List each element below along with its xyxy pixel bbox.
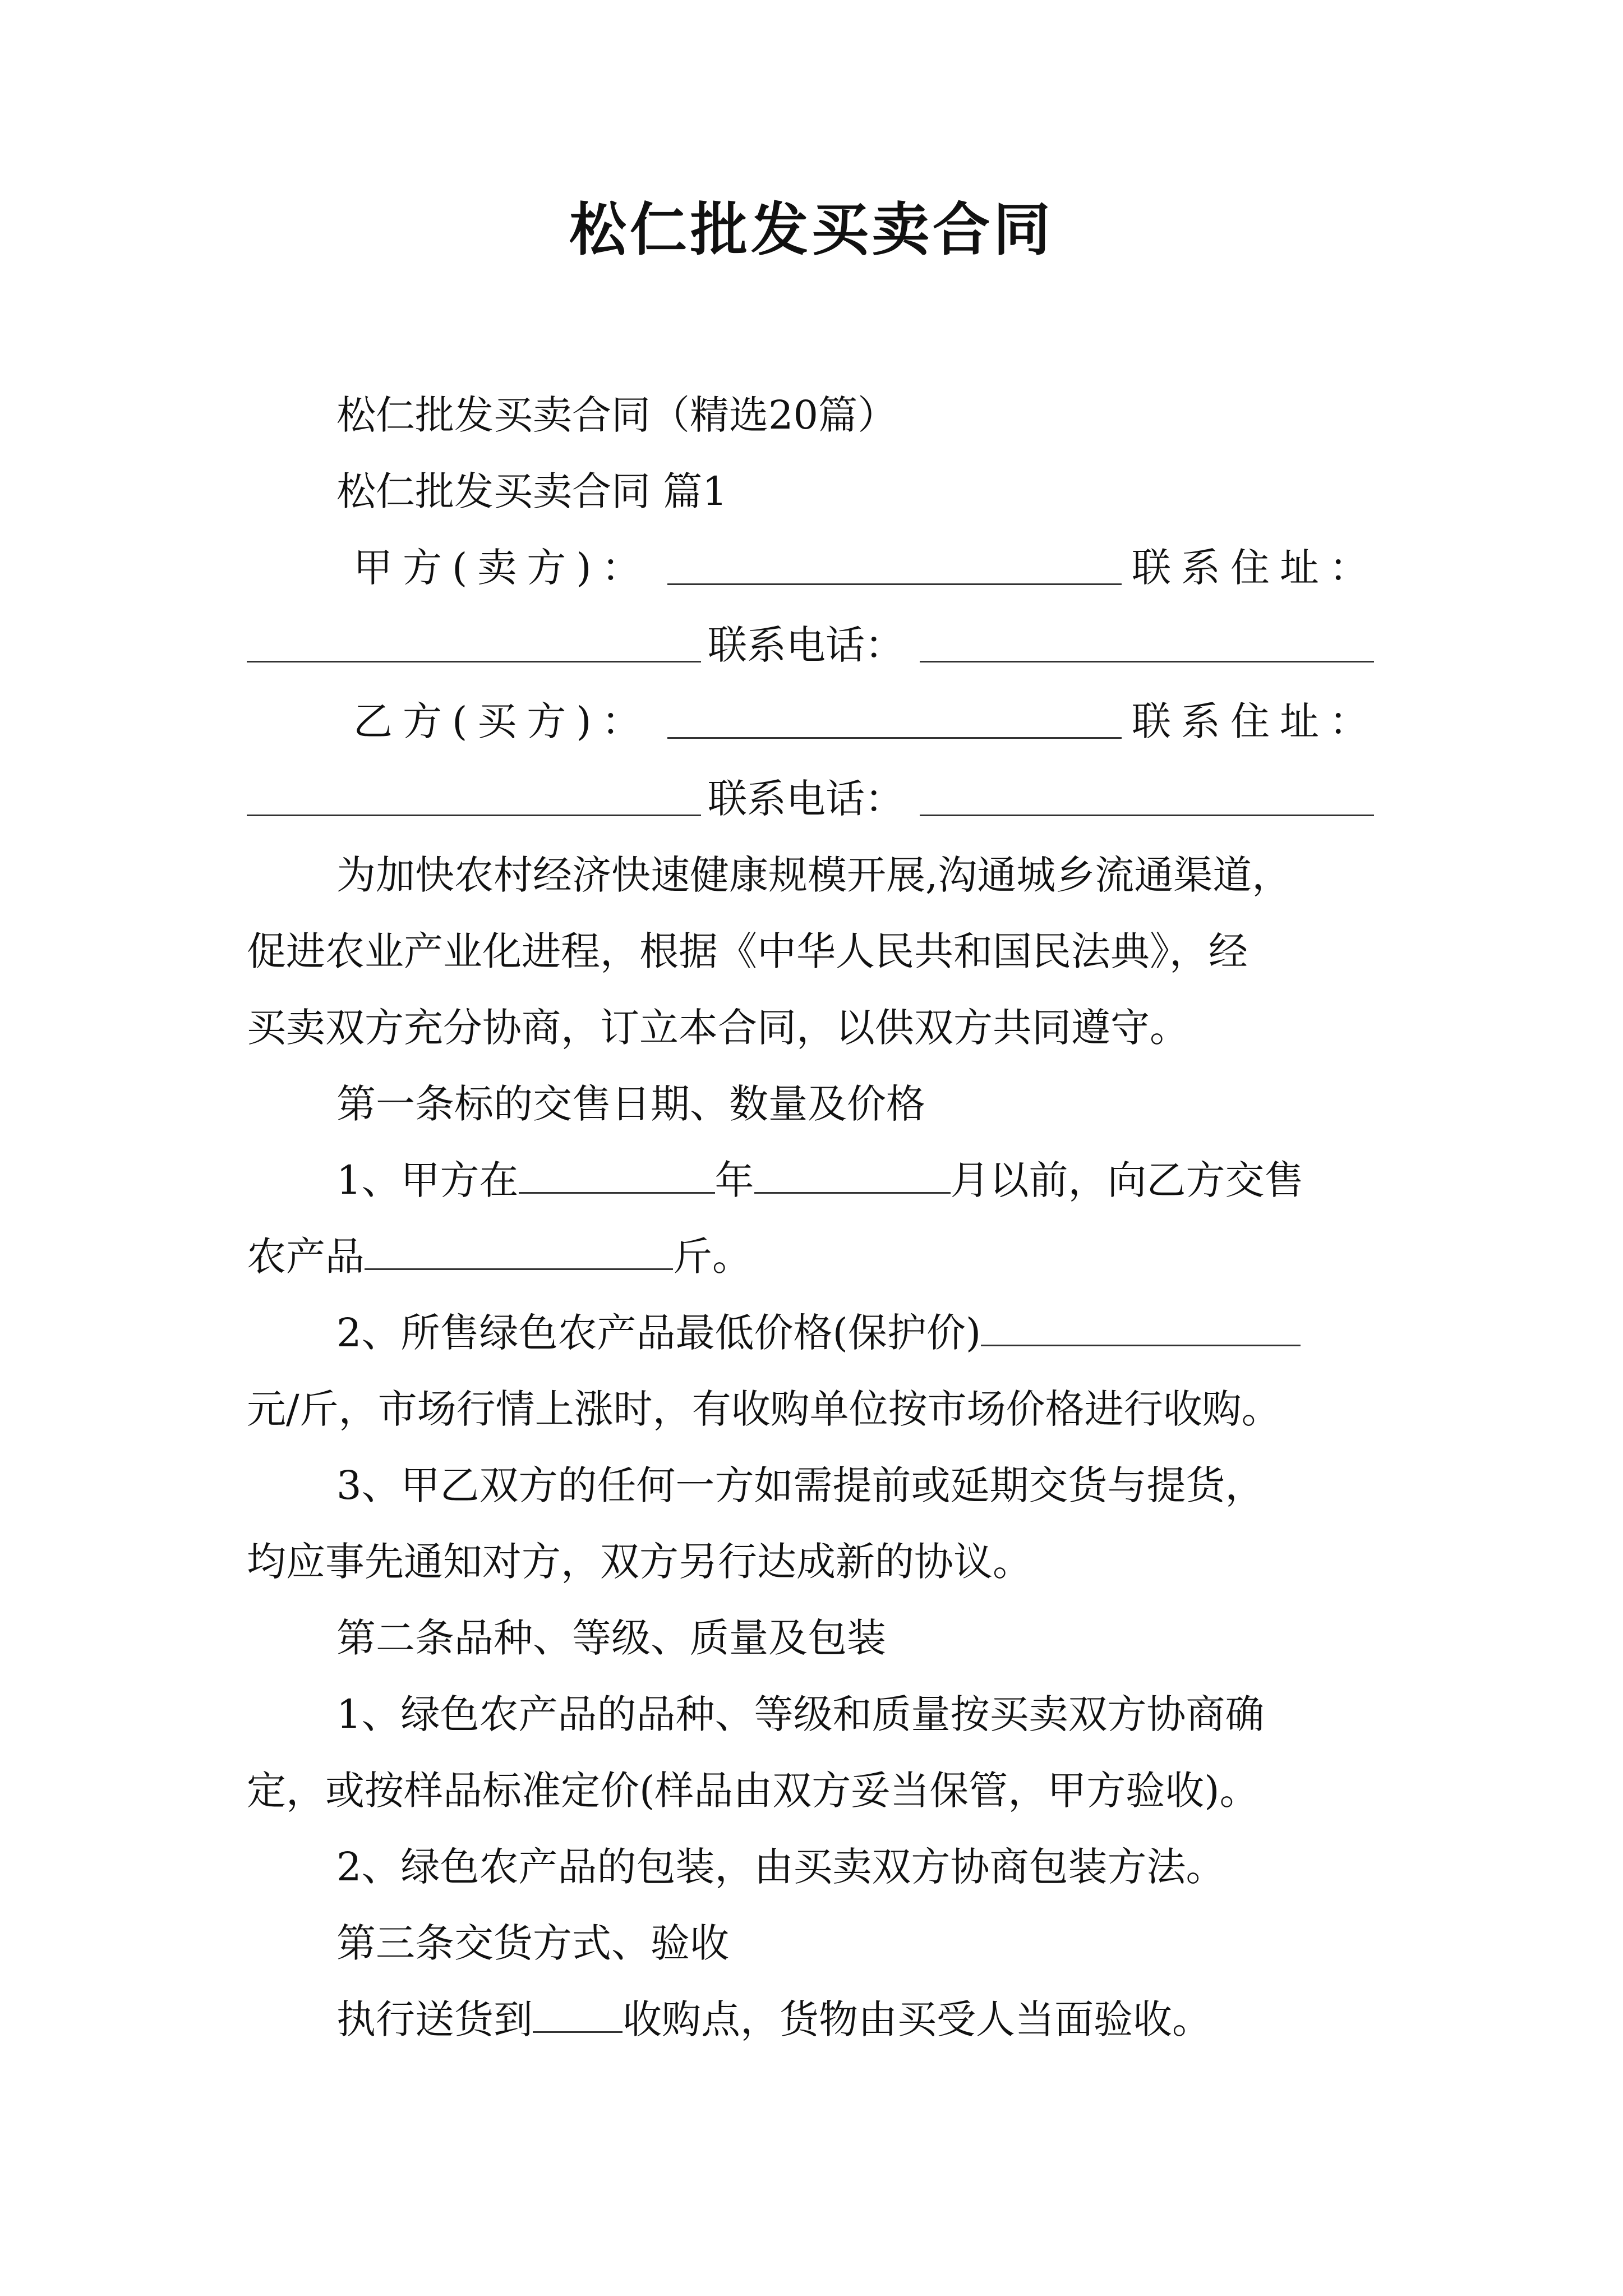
article-1-item-1 (336, 1152, 1304, 1208)
party-a-label: 甲方(卖方)： (353, 545, 651, 591)
a2-item1-line-1: 1、绿色农产品的品种、等级和质量按买卖双方协商确 (336, 1691, 1265, 1737)
a3-text-1: 执行送货到 (336, 1996, 533, 2042)
party-b-address-blank[interactable] (247, 815, 701, 816)
intro-line-1: 为加快农村经济快速健康规模开展,沟通城乡流通渠道， (336, 852, 1292, 898)
intro-line-3: 买卖双方充分协商，订立本合同，以供双方共同遵守。 (247, 1005, 1189, 1051)
party-a-phone-label: 联系电话： (708, 622, 904, 668)
party-a-address-blank[interactable] (247, 661, 701, 662)
article-1-title: 第一条标的交售日期、数量及价格 (336, 1081, 925, 1127)
a3-location-blank[interactable] (533, 1996, 623, 2033)
section-heading: 松仁批发买卖合同 篇1 (336, 468, 727, 514)
article-3-title: 第三条交货方式、验收 (336, 1920, 729, 1966)
document-subtitle: 松仁批发买卖合同（精选20篇） (336, 392, 897, 438)
intro-line-2: 促进农业产业化进程，根据《中华人民共和国民法典》，经 (247, 928, 1248, 974)
a1-item1-text-1: 1、甲方在 (336, 1157, 519, 1203)
a2-item1-line-2: 定，或按样品标准定价(样品由双方妥当保管，甲方验收)。 (247, 1768, 1259, 1814)
a1-item1-text-5: 斤。 (673, 1234, 751, 1280)
a3-text-2: 收购点，货物由买受人当面验收。 (623, 1996, 1211, 2042)
a1-item1-qty-blank[interactable] (365, 1234, 673, 1270)
party-b-phone-blank[interactable] (920, 815, 1374, 816)
a1-item1-text-2: 年 (714, 1157, 754, 1203)
a1-item1-text-4: 农产品 (247, 1234, 365, 1280)
party-b-label: 乙方(买方)： (353, 698, 651, 744)
a1-item1-month-blank[interactable] (754, 1157, 951, 1194)
party-a-address-label: 联系住址： (1132, 545, 1378, 591)
article-2-title: 第二条品种、等级、质量及包装 (336, 1615, 886, 1661)
a2-item2: 2、绿色农产品的包装，由买卖双方协商包装方法。 (336, 1844, 1225, 1890)
article-1-item-2 (336, 1305, 1301, 1361)
document-title: 松仁批发买卖合同 (569, 196, 1054, 264)
party-b-blank[interactable] (667, 737, 1122, 739)
a1-item1-text-3: 月以前，向乙方交售 (950, 1157, 1304, 1203)
a1-item1-year-blank[interactable] (519, 1157, 715, 1194)
a1-item3-line-1: 3、甲乙双方的任何一方如需提前或延期交货与提货， (336, 1462, 1265, 1508)
a1-item2-text-2: 元/斤，市场行情上涨时，有收购单位按市场价格进行收购。 (247, 1386, 1281, 1432)
article-1-item-1-cont (247, 1228, 751, 1285)
a1-item3-line-2: 均应事先通知对方，双方另行达成新的协议。 (247, 1539, 1032, 1585)
party-a-blank[interactable] (667, 583, 1122, 585)
party-b-phone-label: 联系电话： (708, 776, 904, 822)
party-b-address-label: 联系住址： (1132, 698, 1378, 744)
party-a-phone-blank[interactable] (920, 661, 1374, 662)
a1-item2-price-blank[interactable] (981, 1310, 1301, 1346)
a1-item2-text-1: 2、所售绿色农产品最低价格(保护价) (336, 1310, 981, 1356)
a3-paragraph (336, 1991, 1211, 2047)
